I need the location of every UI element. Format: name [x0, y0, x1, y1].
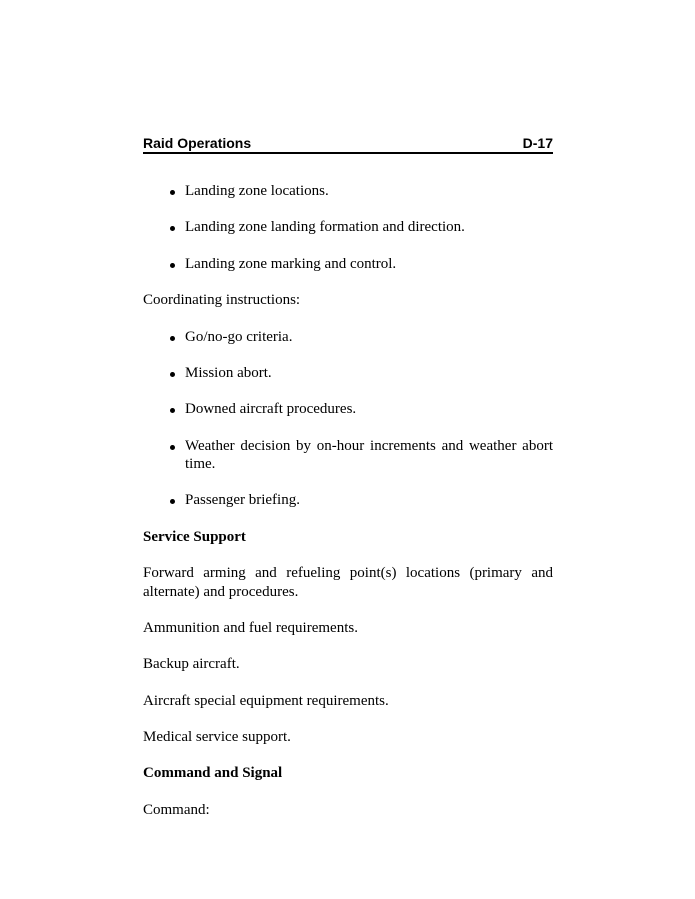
- paragraph: Forward arming and refueling point(s) locations (primary and alternate) and procedures.: [143, 565, 553, 600]
- paragraph: Ammunition and fuel requirements.: [143, 619, 358, 636]
- list-item-text: Weather decision by on-hour increments and weather abort time.: [185, 437, 553, 473]
- list-item-text: Go/no-go criteria.: [185, 328, 293, 345]
- list-item: [143, 364, 553, 382]
- list-item: [143, 182, 553, 200]
- bullet-icon: [170, 226, 175, 231]
- list-item: [143, 437, 553, 474]
- list-item: [143, 491, 553, 509]
- section-heading-service-support: Service Support: [143, 528, 246, 545]
- list-item-text: Landing zone locations.: [185, 183, 329, 199]
- document-body: [143, 182, 553, 819]
- page-header: [143, 136, 553, 154]
- paragraph-coordinating-lead: Coordinating instructions:: [143, 292, 301, 309]
- list-item: [143, 218, 553, 236]
- coordinating-bullet-list: [143, 328, 553, 510]
- paragraph: Medical service support.: [143, 729, 291, 746]
- bullet-icon: [170, 445, 175, 450]
- list-item-text: Downed aircraft procedures.: [185, 401, 357, 418]
- bullet-icon: [170, 263, 175, 268]
- bullet-icon: [170, 336, 175, 341]
- list-item-text: Landing zone marking and control.: [185, 255, 397, 272]
- bullet-icon: [170, 372, 175, 377]
- bullet-icon: [170, 190, 175, 195]
- list-item-text: Landing zone landing formation and direction.: [185, 219, 465, 236]
- list-item: [143, 400, 553, 418]
- list-item: [143, 328, 553, 346]
- landing-zone-bullet-list: [143, 182, 553, 273]
- bullet-icon: [170, 499, 175, 504]
- bullet-icon: [170, 408, 175, 413]
- content-column: [143, 136, 553, 837]
- paragraph: Command:: [143, 801, 210, 818]
- list-item-text: Passenger briefing.: [185, 492, 300, 509]
- section-heading-command-signal: Command and Signal: [143, 765, 283, 782]
- header-title: Raid Operations: [143, 135, 252, 151]
- page-number: D-17: [522, 135, 553, 151]
- list-item: [143, 255, 553, 273]
- paragraph: Backup aircraft.: [143, 656, 240, 673]
- list-item-text: Mission abort.: [185, 364, 272, 381]
- paragraph: Aircraft special equipment requirements.: [143, 692, 389, 709]
